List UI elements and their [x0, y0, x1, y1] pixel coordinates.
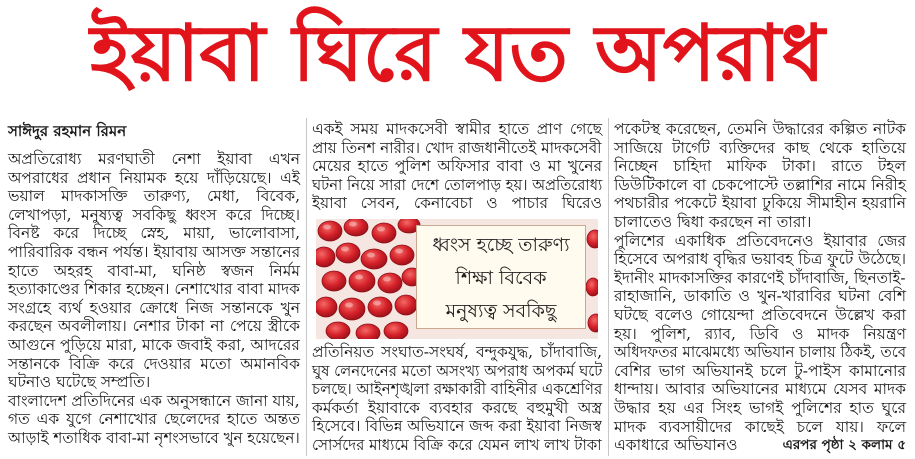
- text-line: চলছে। আইনশৃঙ্খলা রক্ষাকারী বাহিনীর একশ্রেণির: [312, 380, 603, 399]
- text-line: হত্যাকাণ্ডের শিকার হচ্ছেন। নেশাখোর বাবা মাদক: [8, 280, 300, 299]
- text-line: পথচারীর পকেটে ইয়াবা ঢুকিয়ে সীমাহীন হয়রানি: [614, 194, 906, 213]
- paragraph: [614, 232, 906, 455]
- text-line: অধিদফতর মাঝেমধ্যে অভিযান চালায় ঠিকই, তবে: [614, 343, 907, 362]
- paragraph: [312, 343, 602, 455]
- headline: ইয়াবা ঘিরে যত অপরাধ: [90, 9, 825, 99]
- text-line: অপরাধের প্রধান নিয়ামক হয়ে দাঁড়িয়েছে। এই: [8, 168, 300, 187]
- continuation-note: এরপর পৃষ্ঠা ২ কলাম ৫: [782, 437, 906, 454]
- text-line: মাদক ব্যবসায়ীদের কাছেই চলে যায়। ফলে: [614, 417, 906, 436]
- paragraph: [312, 120, 602, 213]
- pull-quote-line: ধ্বংস হচ্ছে তারুণ্য: [432, 233, 570, 256]
- text-line: একাধারে অভিযানও: [614, 436, 738, 455]
- text-line: লেখাপড়া, মনুষ্যত্ব সবকিছু ধ্বংস করে দিচ্ছে।: [8, 205, 300, 224]
- text-line: ঘটনাও ঘটেছে সম্প্রতি।: [8, 373, 151, 392]
- last-line-with-continuation: [614, 436, 906, 455]
- text-line: ভয়াল মাদকাসক্তি তারুণ্য, মেধা, বিবেক,: [8, 187, 300, 206]
- text-line: ধান্দায়। আবার অভিযানের মাধ্যমে যেসব মাদক: [614, 380, 906, 399]
- text-line: বেশির ভাগ অভিযানই চলে টু-পাইস কামানোর: [614, 361, 906, 380]
- text-line: ডিউটিকালে বা চেকপোস্টে তল্লাশির নামে নিরীহ: [614, 175, 906, 194]
- text-line: কর্মকর্তা ইয়াবাকে ব্যবহার করছে বহুমুখী অস্ত্র: [312, 398, 602, 417]
- text-line: প্রায় তিনশ নারীর। খোদ রাজধানীতেই মাদকসেবী: [312, 138, 602, 157]
- text-line: প্রতিনিয়ত সংঘাত-সংঘর্ষ, বন্দুকযুদ্ধ, চাঁদাবাজি,: [312, 342, 602, 361]
- text-line: রাহাজানি, ডাকাতি ও খুন-খারাবির ঘটনা বেশি: [614, 287, 906, 306]
- text-line: ঘুষ লেনদেনের মতো অসংখ্য অপরাধ অপকর্ম ঘটে: [312, 361, 603, 380]
- paragraph: [8, 392, 300, 448]
- pull-quote-box: [416, 225, 586, 329]
- text-line: আড়াই শতাধিক বাবা-মা নৃশংসভাবে খুন হয়েছেন।: [8, 428, 300, 447]
- text-line: হিসেবে। বিভিন্ন অভিযানে জব্দ করা ইয়াবা নিজস্ব: [312, 417, 602, 436]
- text-line: সোর্সদের মাধ্যমে বিক্রি করে যেমন লাখ লাখ টাকা: [312, 435, 602, 454]
- text-line: পুলিশের একাধিক প্রতিবেদনেও ইয়াবার জের: [614, 231, 906, 250]
- text-line: হাতে অহরহ বাবা-মা, ঘনিষ্ঠ স্বজন নির্মম: [8, 261, 300, 280]
- text-line: সন্তানকে বিক্রি করে দেওয়ার মতো অমানবিক: [8, 354, 300, 373]
- text-line: সংগ্রহে ব্যর্থ হওয়ার ক্রোধে নিজ সন্তানকে খুন: [8, 298, 300, 317]
- text-line: ঘটনা নিয়ে সারা দেশে তোলপাড় হয়। অপ্রতিরোধ্য: [312, 175, 603, 194]
- text-line: বাংলাদেশ প্রতিদিনের এক অনুসন্ধানে জানা যায়,: [8, 391, 300, 410]
- column-3: [614, 120, 906, 455]
- paragraph: [614, 120, 906, 232]
- text-line: সাজিয়ে টার্গেট ব্যক্তিদের কাছ থেকে হাতিয়ে: [614, 138, 906, 157]
- column-divider: [608, 118, 609, 456]
- text-line: পারিবারিক বন্ধন পর্যন্ত। ইয়াবায় আসক্ত সন্তানের: [8, 242, 301, 261]
- pull-quote-line: মনুষ্যত্ব সবকিছু: [445, 299, 557, 322]
- text-line: মেয়ের হাতে পুলিশ অফিসার বাবা ও মা খুনের: [312, 157, 602, 176]
- text-line: ইয়াবা সেবন, কেনাবেচা ও পাচার ঘিরেও: [312, 194, 602, 213]
- text-line: ঘটছে বলেও গোয়েন্দা প্রতিবেদনে উল্লেখ করা: [614, 305, 906, 324]
- text-line: উদ্ধার হয় এর সিংহ ভাগই পুলিশের হাত ঘুরে: [614, 398, 906, 417]
- byline: সাঈদুর রহমান রিমন: [8, 122, 127, 140]
- column-divider: [306, 118, 307, 456]
- column-1: [8, 120, 300, 448]
- text-line: গত এক যুগে নেশাখোর ছেলেদের হাতে অন্তত: [8, 410, 300, 429]
- text-line: আগুনে পুড়িয়ে মারা, মাকে জবাই করা, আদরের: [8, 335, 300, 354]
- text-line: অপ্রতিরোধ্য মরণঘাতী নেশা ইয়াবা এখন: [8, 150, 300, 168]
- text-line: করছেন অবলীলায়। নেশার টাকা না পেয়ে স্ত্রীকে: [8, 317, 300, 336]
- pull-quote-line: শিক্ষা বিবেক: [455, 266, 547, 289]
- text-line: বিনষ্ট করে দিচ্ছে স্নেহ, মায়া, ভালোবাসা,: [8, 224, 300, 243]
- text-line: হিসেবে অপরাধ বৃদ্ধির ভয়াবহ চিত্র ফুটে উঠেছে।: [614, 250, 906, 269]
- pull-quote-photo: [316, 219, 598, 339]
- text-line: চালাতেও দ্বিধা করছেন না তারা।: [614, 212, 812, 231]
- column-2: [312, 120, 602, 455]
- text-line: ইদানীং মাদকাসক্তির কারণেই চাঁদাবাজি, ছিনতাই-: [614, 268, 906, 287]
- text-line: পকেটস্থ করেছেন, তেমনি উদ্ধারের কল্পিত নাটক: [614, 120, 906, 138]
- paragraph: [8, 150, 300, 392]
- text-line: হয়। পুলিশ, র‍্যাব, ডিবি ও মাদক নিয়ন্ত্রণ: [614, 324, 906, 343]
- text-line: নিচ্ছেন চাহিদা মাফিক টাকা। রাতে টহল: [614, 157, 906, 176]
- text-line: একই সময় মাদকসেবী স্বামীর হাতে প্রাণ গেছে: [312, 120, 602, 138]
